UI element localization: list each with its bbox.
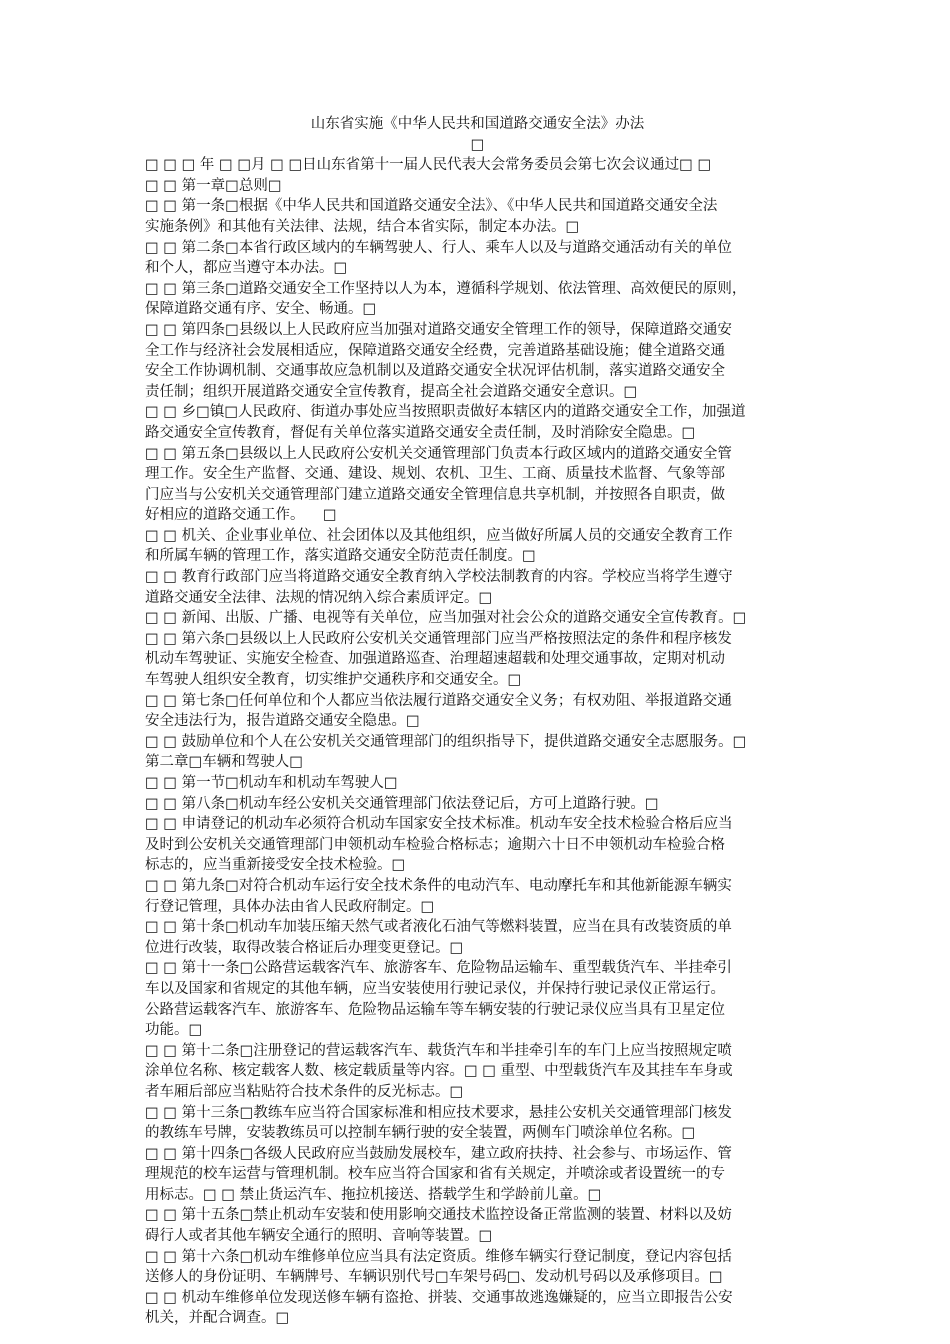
- document-line: 保障道路交通有序、安全、畅通。□: [145, 301, 377, 318]
- document-line: 及时到公安机关交通管理部门申领机动车检验合格标志；逾期六十日不申领机动车检验合格: [145, 836, 725, 853]
- document-line: 用标志。□ □ 禁止货运汽车、拖拉机接送、搭载学生和学龄前儿童。□: [145, 1186, 602, 1203]
- document-line: 行登记管理，具体办法由省人民政府制定。□: [145, 898, 435, 915]
- document-line: 公路营运载客汽车、旅游客车、危险物品运输车等车辆安装的行驶记录仪应当具有卫星定位: [145, 1001, 725, 1018]
- document-line: □ □ 第十二条□注册登记的营运载客汽车、载货汽车和半挂牵引车的车门上应当按照规定喷: [145, 1042, 732, 1059]
- document-line: □ □ □ 年 □ □月 □ □日山东省第十一届人民代表大会常务委员会第七次会议通过□ □: [145, 157, 712, 174]
- document-line: 实施条例》和其他有关法律、法规，结合本省实际，制定本办法。□: [145, 218, 580, 235]
- document-line: 路交通安全宣传教育，督促有关单位落实道路交通安全责任制，及时消除安全隐患。□: [145, 424, 696, 441]
- document-line: 安全工作协调机制、交通事故应急机制以及道路交通安全状况评估机制，落实道路交通安全: [145, 363, 725, 380]
- document-line: 机动车驾驶证、实施安全检查、加强道路巡查、治理超速超载和处理交通事故，定期对机动: [145, 651, 725, 668]
- document-line: □ □ 申请登记的机动车必须符合机动车国家安全技术标准。机动车安全技术检验合格后应当: [145, 816, 733, 833]
- document-line: □ □ 第八条□机动车经公安机关交通管理部门依法登记后，方可上道路行驶。□: [145, 795, 659, 812]
- document-line: □ □ 第七条□任何单位和个人都应当依法履行道路交通安全义务；有权劝阻、举报道路交通: [145, 692, 732, 709]
- document-line: □ □ 第一章□总则□: [145, 177, 282, 194]
- document-line: □ □ 机动车维修单位发现送修车辆有盗抢、拼装、交通事故逃逸嫌疑的，应当立即报告公安: [145, 1289, 733, 1306]
- document-line: 送修人的身份证明、车辆牌号、车辆识别代号□车架号码□、发动机号码以及承修项目。□: [145, 1269, 723, 1286]
- document-line: □ □ 第十六条□机动车维修单位应当具有法定资质。维修车辆实行登记制度，登记内容包括: [145, 1248, 732, 1265]
- document-line: □ □ 教育行政部门应当将道路交通安全教育纳入学校法制教育的内容。学校应当将学生遵守: [145, 569, 733, 586]
- document-line: □ □ 第十条□机动车加装压缩天然气或者液化石油气等燃料装置，应当在具有改装资质的单: [145, 919, 732, 936]
- document-line: □ □ 机关、企业事业单位、社会团体以及其他组织，应当做好所属人员的交通安全教育工作: [145, 527, 733, 544]
- document-line: 车驾驶人组织安全教育，切实维护交通秩序和交通安全。□: [145, 672, 522, 689]
- document-lines: [145, 135, 810, 1329]
- document-line: □ □ 第五条□县级以上人民政府公安机关交通管理部门负责本行政区域内的道路交通安全管: [145, 445, 732, 462]
- document-line: 安全违法行为，报告道路交通安全隐患。□: [145, 713, 420, 730]
- document-title: 山东省实施《中华人民共和国道路交通安全法》办法: [310, 116, 645, 132]
- document-line: □ □ 新闻、出版、广播、电视等有关单位，应当加强对社会公众的道路交通安全宣传教育。□: [145, 610, 747, 627]
- document-line: 功能。□: [145, 1022, 203, 1039]
- document-line: □ □ 第十三条□教练车应当符合国家标准和相应技术要求，悬挂公安机关交通管理部门核发: [145, 1104, 732, 1121]
- document-line: 和所属车辆的管理工作，落实道路交通安全防范责任制度。□: [145, 548, 536, 565]
- document-line: 碍行人或者其他车辆安全通行的照明、音响等装置。□: [145, 1228, 493, 1245]
- document-line: □ □ 第一节□机动车和机动车驾驶人□: [145, 775, 398, 791]
- document-line: □ □ 第四条□县级以上人民政府应当加强对道路交通安全管理工作的领导，保障道路交通安: [145, 321, 732, 338]
- document-line: 机关，并配合调查。□: [145, 1310, 290, 1327]
- document-line: 门应当与公安机关交通管理部门建立道路交通安全管理信息共享机制，并按照各自职责，做: [145, 486, 725, 503]
- document-line: 涂单位名称、核定载客人数、核定载质量等内容。□ □ 重型、中型载货汽车及其挂车车身或: [145, 1063, 733, 1080]
- document-line: □ □ 第一条□根据《中华人民共和国道路交通安全法》、《中华人民共和国道路交通安全法: [145, 198, 718, 215]
- document-line: □ □ 第九条□对符合机动车运行安全技术条件的电动汽车、电动摩托车和其他新能源车辆实: [145, 877, 732, 894]
- document-line: □ □ 第十一条□公路营运载客汽车、旅游客车、危险物品运输车、重型载货汽车、半挂牵引: [145, 960, 732, 977]
- document-line: 理工作。安全生产监督、交通、建设、规划、农机、卫生、工商、质量技术监督、气象等部: [145, 466, 725, 483]
- document-line: 全工作与经济社会发展相适应，保障道路交通安全经费，完善道路基础设施；健全道路交通: [145, 342, 725, 359]
- document-line: 的教练车号牌，安装教练员可以控制车辆行驶的安全装置，两侧车门喷涂单位名称。□: [145, 1125, 696, 1142]
- document-line: □ □ 第十四条□各级人民政府应当鼓励发展校车，建立政府扶持、社会参与、市场运作、管: [145, 1145, 732, 1162]
- document-line: 标志的，应当重新接受安全技术检验。□: [145, 857, 406, 874]
- document-line: 第二章□车辆和驾驶人□: [145, 754, 303, 771]
- document-line: 和个人，都应当遵守本办法。□: [145, 260, 348, 277]
- document-line: □ □ 鼓励单位和个人在公安机关交通管理部门的组织指导下，提供道路交通安全志愿服务。□: [145, 733, 747, 750]
- document-line: 车以及国家和省规定的其他车辆，应当安装使用行驶记录仪，并保持行驶记录仪正常运行。: [145, 980, 725, 997]
- document-line: □ □ 第十五条□禁止机动车安装和使用影响交通技术监控设备正常监测的装置、材料以及妨: [145, 1207, 732, 1224]
- document-body: [145, 114, 810, 1329]
- document-line: 好相应的道路交通工作。 □: [145, 507, 337, 524]
- document-line: □ □ 第二条□本省行政区域内的车辆驾驶人、行人、乘车人以及与道路交通活动有关的单位: [145, 239, 732, 256]
- document-line: 理规范的校车运营与管理机制。校车应当符合国家和省有关规定，并喷涂或者设置统一的专: [145, 1166, 725, 1183]
- document-line: □ □ 第三条□道路交通安全工作坚持以人为本，遵循科学规划、依法管理、高效便民的原则，: [145, 280, 747, 297]
- document-line: 位进行改装，取得改装合格证后办理变更登记。□: [145, 939, 464, 956]
- document-line: □ □ 乡□镇□人民政府、街道办事处应当按照职责做好本辖区内的道路交通安全工作，加强道: [145, 404, 746, 421]
- document-line: 道路交通安全法律、法规的情况纳入综合素质评定。□: [145, 589, 493, 606]
- document-line: □: [470, 136, 485, 153]
- document-line: □ □ 第六条□县级以上人民政府公安机关交通管理部门应当严格按照法定的条件和程序核发: [145, 630, 732, 647]
- document-line: 责任制；组织开展道路交通安全宣传教育，提高全社会道路交通安全意识。□: [145, 383, 638, 400]
- document-line: 者车厢后部应当粘贴符合技术条件的反光标志。□: [145, 1083, 464, 1100]
